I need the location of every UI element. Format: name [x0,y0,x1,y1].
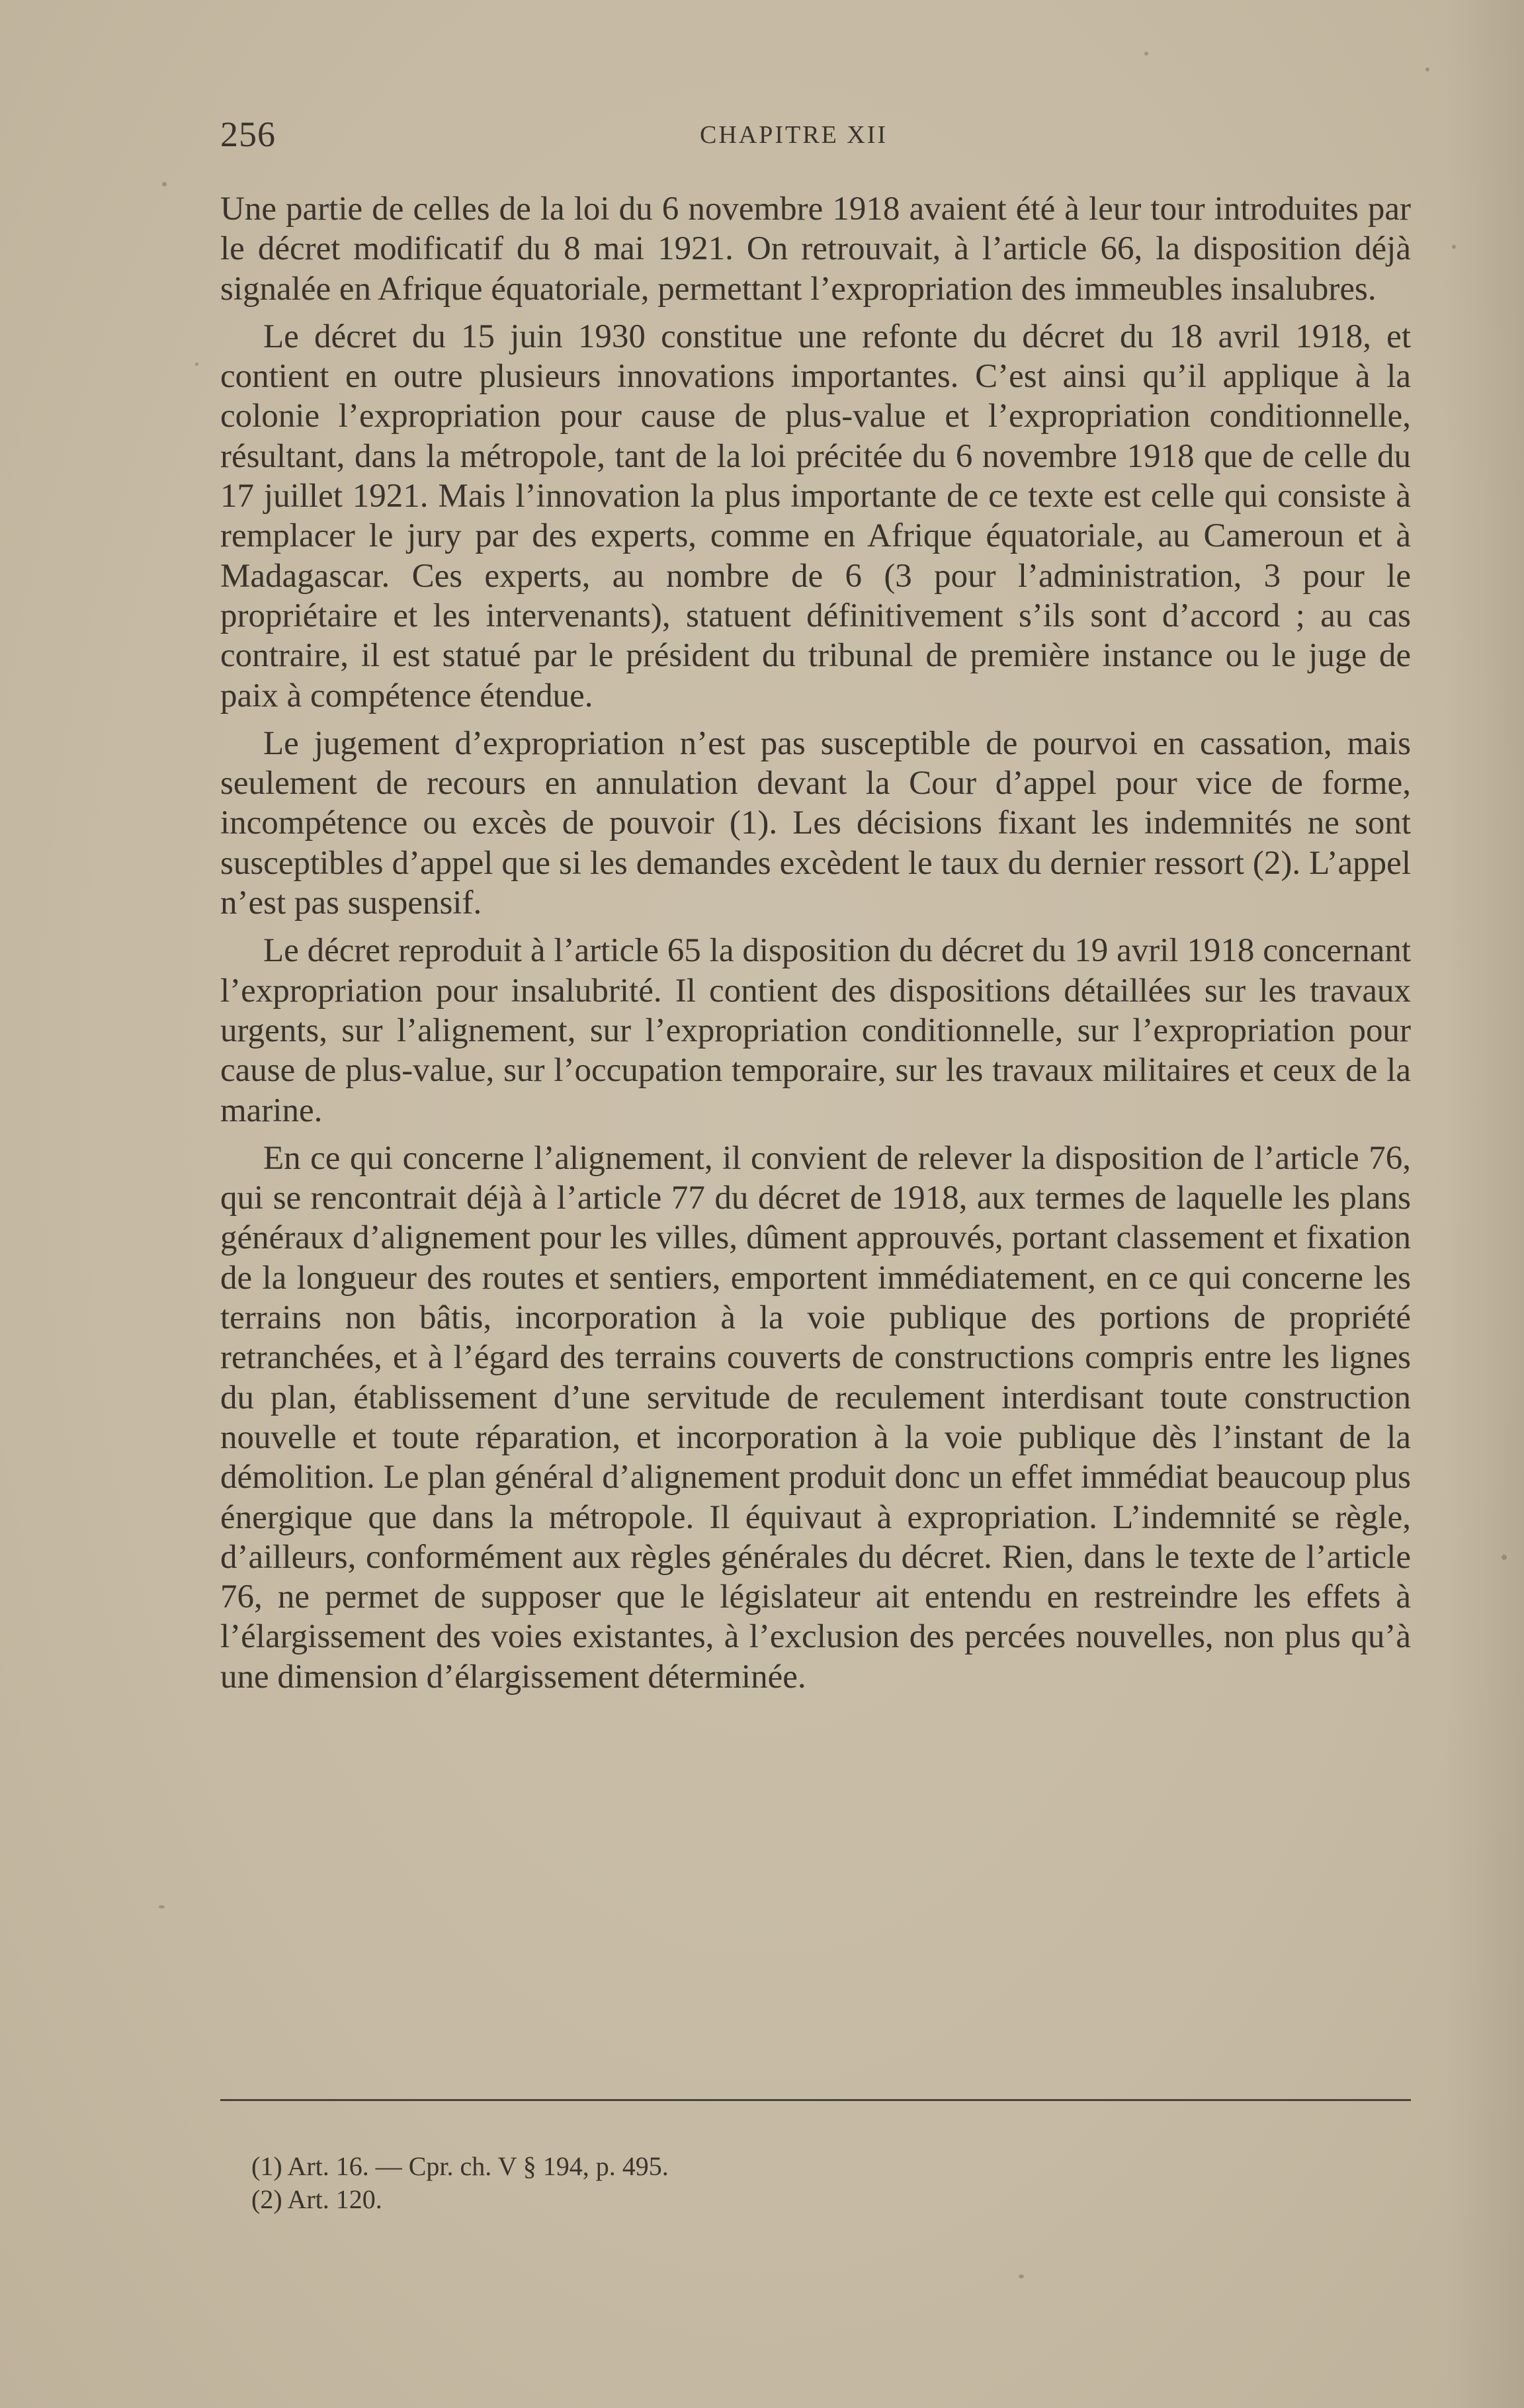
footnote-1: (1) Art. 16. — Cpr. ch. V § 194, p. 495. [251,2151,669,2181]
paragraph-3: Le jugement d’expropriation n’est pas susceptible de pourvoi en cassation, mais seulement de recours en annulation devant la Cour d’appel pour vice de forme, incompétence ou excès de pouvoir (1). Les décisions fixant les indemnités ne sont susceptibles d’appel que si les demandes excèdent le taux du dernier ressort (2). L’appel n’est pas suspensif. [220,724,1411,922]
paper-speck [1502,1555,1507,1560]
paper-speck [1425,67,1429,71]
paper-speck [162,182,167,187]
page-number: 256 [220,114,276,154]
paper-speck [159,1905,165,1909]
paragraph-1: Une partie de celles de la loi du 6 novembre 1918 avaient été à leur tour introduites par le décret modificatif du 8 mai 1921. On retrouvait, à l’article 66, la disposition déjà signalée en Afrique équatoriale, permettant l’expropriation des immeubles insalubres. [220,191,1411,308]
paragraph-2: Le décret du 15 juin 1930 constitue une refonte du décret du 18 avril 1918, et contient en outre plusieurs innovations importantes. C’est ainsi qu’il applique à la colonie l’expropriation pour cause de plus-value et l’expropriation conditionnelle, résultant, dans la métropole, tant de la loi précitée du 6 novembre 1918 que de celle du 17 juillet 1921. Mais l’innovation la plus importante de ce texte est celle qui consiste à remplacer le jury par des experts, comme en Afrique équatoriale, au Cameroun et à Madagascar. Ces experts, au nombre de 6 (3 pour l’administration, 3 pour le propriétaire et les intervenants), statuent définitivement s’ils sont d’accord ; au cas contraire, il est statué par le président du tribunal de première instance ou le juge de paix à compétence étendue. [220,318,1411,714]
paper-speck [195,363,198,366]
footnote-2: (2) Art. 120. [251,2184,382,2214]
page-edge-shadow [1445,0,1524,2408]
page-header [220,114,1411,160]
footnotes [251,2150,1376,2216]
paragraph-5: En ce qui concerne l’alignement, il convient de relever la disposition de l’article 76, qui se rencontrait déjà à l’article 77 du décret de 1918, aux termes de laquelle les plans généraux d’alignement pour les villes, dûment approuvés, portant classement et fixation de la longueur des routes et sentiers, emportent immédiatement, en ce qui concerne les terrains non bâtis, incorporation à la voie publique des portions de propriété retranchées, et à l’égard des terrains couverts de constructions compris entre les lignes du plan, établissement d’une servitude de reculement interdisant toute construction nouvelle et toute réparation, et incorporation à la voie publique dès l’instant de la démolition. Le plan général d’alignement produit donc un effet immédiat beaucoup plus énergique que dans la métropole. Il équivaut à expropriation. L’indemnité se règle, d’ailleurs, conformément aux règles générales du décret. Rien, dans le texte de l’article 76, ne permet de supposer que le législateur ait entendu en restreindre les effets à l’élargissement des voies existantes, à l’exclusion des percées nouvelles, non plus qu’à une dimension d’élargissement déterminée. [220,1139,1411,1696]
running-head: CHAPITRE XII [700,121,888,149]
paper-speck [1144,52,1148,56]
paper-speck [1019,2274,1024,2278]
body-text [220,189,1411,1697]
paragraph-4: Le décret reproduit à l’article 65 la disposition du décret du 19 avril 1918 concernant l’expropriation pour insalubrité. Il contient des dispositions détaillées sur les travaux urgents, sur l’alignement, sur l’expropriation conditionnelle, sur l’expropriation pour cause de plus-value, sur l’occupation temporaire, sur les travaux militaires et ceux de la marine. [220,932,1411,1129]
paper-speck [1452,245,1456,249]
footnote-rule [220,2099,1411,2101]
